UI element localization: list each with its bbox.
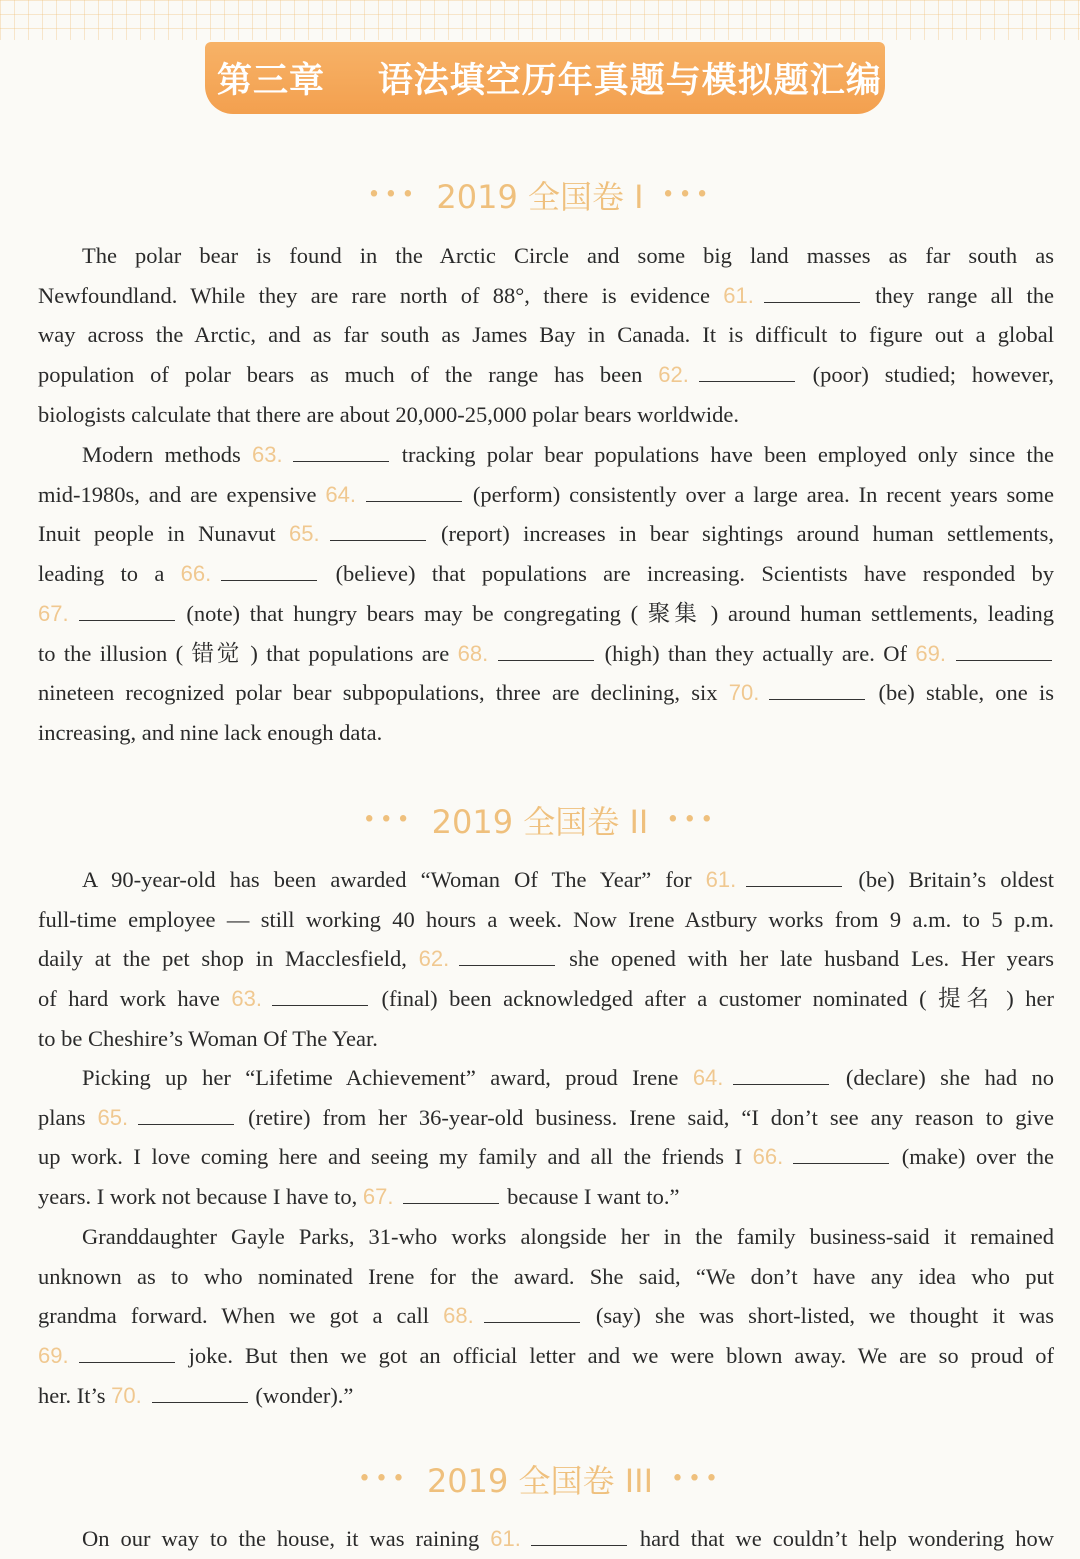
line-text: increasing, and nine lack enough data. <box>38 719 383 745</box>
text-line <box>38 1519 1054 1559</box>
line-text: joke. But then we got an official letter and we were blown away. We are so proud of <box>176 1343 1054 1369</box>
answer-blank[interactable] <box>769 698 865 700</box>
line-text: hard that we couldn’t help wondering how <box>628 1526 1055 1551</box>
grid-background <box>0 0 1080 40</box>
question-number: 69. <box>915 640 947 666</box>
question-number: 67. <box>38 600 69 626</box>
answer-blank[interactable] <box>79 619 175 621</box>
section-title: 2019 全国卷 III <box>426 1462 654 1500</box>
text-line <box>38 1376 1054 1416</box>
line-text: her. It’s <box>38 1382 112 1408</box>
decor-dots: ••• <box>661 182 713 208</box>
question-number: 62. <box>658 362 689 388</box>
line-text: (report) increases in bear sightings around human settlements, <box>427 521 1054 547</box>
answer-blank[interactable] <box>330 539 426 541</box>
answer-blank[interactable] <box>293 460 389 462</box>
question-number: 69. <box>38 1343 69 1369</box>
line-text: unknown as to who nominated Irene for the award. She said, “We don’t have any idea who put <box>38 1263 1054 1289</box>
text-line <box>38 355 1054 395</box>
line-text: (say) she was short-listed, we thought it was <box>581 1303 1054 1329</box>
line-text: (retire) from her 36-year-old business. Irene said, “I don’t see any reason to give <box>236 1104 1054 1130</box>
text-line <box>38 1019 1054 1059</box>
line-text: (high) than they actually are. Of <box>596 640 916 666</box>
text-line <box>38 594 1054 634</box>
section-title: 2019 全国卷 II <box>431 803 649 841</box>
decor-dots: ••• <box>671 1466 722 1492</box>
decor-dots: ••• <box>362 807 414 833</box>
answer-blank[interactable] <box>484 1321 580 1323</box>
line-text: (final) been acknowledged after a customer nominated ( 提名 ) her <box>369 986 1055 1012</box>
text-line <box>38 673 1054 713</box>
line-text: of hard work have <box>38 986 232 1012</box>
question-number: 61. <box>490 1526 521 1551</box>
line-text: way across the Arctic, and as far south as James Bay in Canada. It is difficult to figure out a global <box>38 322 1054 348</box>
line-text: grandma forward. When we got a call <box>38 1303 444 1329</box>
line-text: Newfoundland. While they are rare north of 88°, there is evidence <box>38 282 724 308</box>
answer-blank[interactable] <box>733 1083 829 1085</box>
answer-blank[interactable] <box>272 1004 368 1006</box>
passage-2-paragraph-1 <box>38 860 1054 1059</box>
question-number: 64. <box>325 481 356 507</box>
question-number: 63. <box>231 986 262 1012</box>
section-title: 2019 全国卷 I <box>436 178 644 216</box>
line-text: The polar bear is found in the Arctic Circle and some big land masses as far south as <box>82 243 1054 268</box>
text-line <box>38 979 1054 1019</box>
passage-2-paragraph-2 <box>38 1058 1054 1217</box>
line-text: tracking polar bear populations have been employed only since the <box>390 442 1054 467</box>
line-text: (perform) consistently over a large area. In recent years some <box>463 481 1054 507</box>
text-line <box>38 315 1054 355</box>
answer-blank[interactable] <box>699 380 795 382</box>
line-text: because I want to.” <box>501 1184 680 1210</box>
passage-1-paragraph-2 <box>38 435 1054 753</box>
decor-dots: ••• <box>666 807 718 833</box>
line-text: to be Cheshire’s Woman Of The Year. <box>38 1025 378 1051</box>
answer-blank[interactable] <box>956 659 1052 661</box>
chapter-title: 语法填空历年真题与模拟题汇编 <box>377 61 882 101</box>
answer-blank[interactable] <box>793 1162 889 1164</box>
line-text: full-time employee — still working 40 hours a week. Now Irene Astbury works from 9 a.m. to 5 p.m. <box>38 906 1054 932</box>
answer-blank[interactable] <box>79 1361 175 1363</box>
text-line <box>38 435 1054 475</box>
section-heading-3 <box>0 1456 1080 1502</box>
text-line <box>38 395 1054 435</box>
chapter-gap <box>325 58 378 98</box>
question-number: 66. <box>180 561 212 587</box>
text-line <box>38 475 1054 515</box>
answer-blank[interactable] <box>498 659 594 661</box>
line-text: (make) over the <box>891 1144 1054 1170</box>
answer-blank[interactable] <box>221 579 317 581</box>
answer-blank[interactable] <box>403 1202 499 1204</box>
question-number: 67. <box>362 1184 394 1210</box>
text-line <box>38 900 1054 940</box>
answer-blank[interactable] <box>459 964 555 966</box>
answer-blank[interactable] <box>138 1123 234 1125</box>
line-text: On our way to the house, it was raining <box>82 1526 491 1551</box>
decor-dots: ••• <box>367 182 419 208</box>
line-text: (be) stable, one is <box>867 680 1054 706</box>
section-heading-1 <box>0 172 1080 218</box>
question-number: 61. <box>705 867 737 892</box>
decor-dots: ••• <box>358 1466 409 1492</box>
line-text: to the illusion ( 错觉 ) that populations are <box>38 640 458 666</box>
line-text: (believe) that populations are increasing. Scientists have responded by <box>319 561 1054 587</box>
passage-1-paragraph-1 <box>38 236 1054 435</box>
question-number: 65. <box>97 1104 129 1130</box>
answer-blank[interactable] <box>531 1544 627 1546</box>
line-text: they range all the <box>861 282 1055 308</box>
line-text: nineteen recognized polar bear subpopulations, three are declining, six <box>38 680 729 706</box>
text-line <box>38 1257 1054 1297</box>
answer-blank[interactable] <box>746 885 842 887</box>
text-line <box>38 634 1054 674</box>
line-text: (be) Britain’s oldest <box>844 867 1054 892</box>
chapter-number: 第三章 <box>217 61 326 101</box>
text-line <box>38 1336 1054 1376</box>
text-line <box>38 1058 1054 1098</box>
line-text: years. I work not because I have to, <box>38 1184 363 1210</box>
chapter-banner <box>205 42 885 114</box>
question-number: 66. <box>752 1144 784 1170</box>
line-text: (poor) studied; however, <box>796 362 1055 388</box>
line-text: Picking up her “Lifetime Achievement” award, proud Irene <box>82 1065 693 1090</box>
answer-blank[interactable] <box>366 500 462 502</box>
line-text: Granddaughter Gayle Parks, 31-who works alongside her in the family business-said it remained <box>82 1224 1054 1249</box>
text-line <box>38 554 1054 594</box>
text-line <box>38 276 1054 316</box>
question-number: 68. <box>457 640 489 666</box>
line-text: daily at the pet shop in Macclesfield, <box>38 946 419 972</box>
question-number: 63. <box>251 442 283 467</box>
question-number: 65. <box>289 521 320 547</box>
text-line <box>38 1137 1054 1177</box>
text-line <box>38 1098 1054 1138</box>
line-text: mid-1980s, and are expensive <box>38 481 326 507</box>
text-line <box>38 713 1054 753</box>
line-text: leading to a <box>38 561 181 587</box>
line-text: A 90-year-old has been awarded “Woman Of The Year” for <box>82 867 706 892</box>
question-number: 68. <box>443 1303 474 1329</box>
question-number: 62. <box>418 946 450 972</box>
line-text: (wonder).” <box>249 1382 354 1408</box>
text-line <box>38 1217 1054 1257</box>
answer-blank[interactable] <box>152 1401 248 1403</box>
text-line <box>38 860 1054 900</box>
line-text: population of polar bears as much of the range has been <box>38 362 659 388</box>
passage-2-paragraph-3 <box>38 1217 1054 1416</box>
text-line <box>38 939 1054 979</box>
text-line <box>38 1296 1054 1336</box>
passage-3-paragraph-1 <box>38 1519 1054 1559</box>
line-text: (declare) she had no <box>831 1065 1055 1090</box>
section-heading-2 <box>0 797 1080 843</box>
text-line <box>38 514 1054 554</box>
line-text: she opened with her late husband Les. Her years <box>557 946 1054 972</box>
line-text: Inuit people in Nunavut <box>38 521 290 547</box>
line-text: plans <box>38 1104 98 1130</box>
line-text: up work. I love coming here and seeing my family and all the friends I <box>38 1144 753 1170</box>
question-number: 64. <box>692 1065 724 1090</box>
text-line <box>38 1177 1054 1217</box>
question-number: 61. <box>723 282 754 308</box>
line-text: biologists calculate that there are about 20,000-25,000 polar bears worldwide. <box>38 401 740 427</box>
line-text: (note) that hungry bears may be congregating ( 聚集 ) around human settlements, leading <box>176 600 1054 626</box>
question-number: 70. <box>111 1382 142 1408</box>
text-line <box>38 236 1054 276</box>
question-number: 70. <box>728 680 760 706</box>
line-text: Modern methods <box>82 442 252 467</box>
answer-blank[interactable] <box>764 301 860 303</box>
